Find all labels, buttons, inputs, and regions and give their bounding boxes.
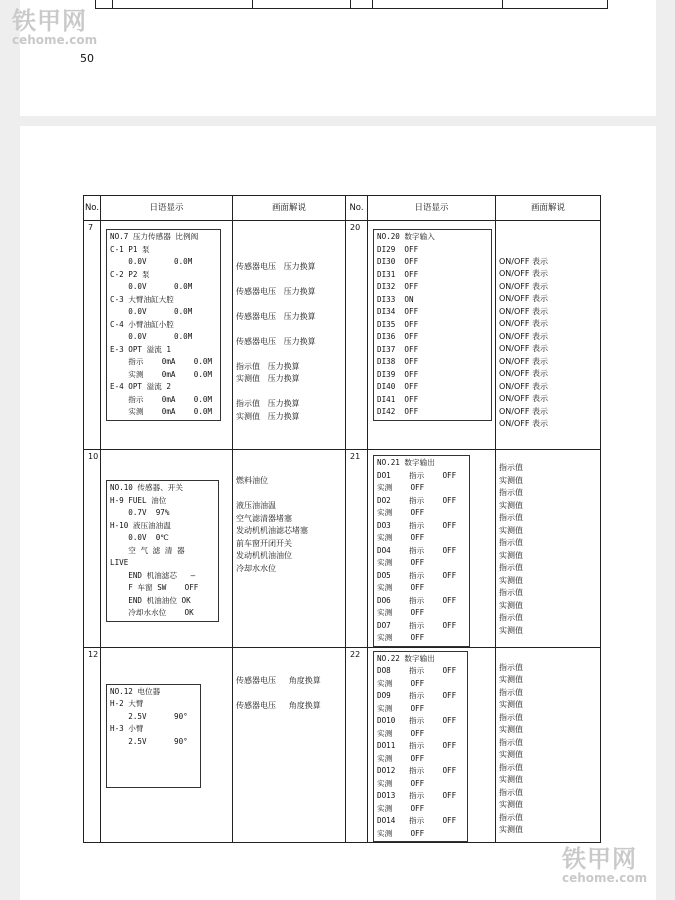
header-jp-display: 日语显示 — [101, 196, 233, 221]
table-row — [84, 450, 601, 648]
watermark-logo-bottom: 铁甲网 cehome.com — [562, 845, 648, 885]
screen-box: NO.12 电位器 H-2 大臂 2.5V 90° H-3 小臂 2.5V 90° — [106, 684, 201, 788]
previous-page — [20, 0, 656, 116]
screen-description: 指示值 实测值 指示值 实测值 指示值 实测值 指示值 实测值 指示值 实测值 指示值 实测值 指示值 实测值 — [496, 647, 601, 843]
header-no: No. — [84, 196, 101, 221]
screen-box: NO.20 数字输入 DI29 OFF DI30 OFF DI31 OFF DI32 OFF DI33 ON DI34 OFF DI35 OFF DI36 OFF DI37 OFF DI38 OFF DI39 OFF DI40 OFF DI41 OFF DI42 OFF — [373, 229, 492, 421]
header-jp-display-2: 日语显示 — [368, 196, 496, 221]
screen-description: 传感器电压 角度换算 传感器电压 角度换算 — [233, 647, 346, 843]
row-number: 7 — [84, 221, 101, 450]
watermark-logo-top: 铁甲网 cehome.com — [12, 7, 98, 47]
row-number: 10 — [84, 450, 101, 648]
screen-box: NO.7 压力传感器 比例阀 C-1 P1 泵 0.0V 0.0M C-2 P2 泵 0.0V 0.0M C-3 大臂油缸大腔 0.0V 0.0M C-4 小臂油缸小腔 0.0V 0.0M E-3 OPT 溢流 1 指示 0mA 0.0M 实测 0mA 0.0M E-4 OPT 溢流 2 指示 0mA 0.0M 实测 0mA 0.0M — [106, 229, 221, 421]
row-number: 12 — [84, 647, 101, 843]
screen-description: 燃料油位 液压油油温 空气滤清器堵塞 发动机机油滤芯堵塞 前车窗开闭开关 发动机机油油位 冷却水水位 — [233, 450, 346, 648]
previous-table-fragment — [95, 0, 608, 9]
screen-description: 传感器电压 压力换算 传感器电压 压力换算 传感器电压 压力换算 传感器电压 压力换算 指示值 压力换算 实测值 压力换算 指示值 压力换算 实测值 压力换算 — [233, 221, 346, 450]
screen-box: NO.22 数字输出 DO8 指示 OFF 实测 OFF DO9 指示 OFF 实测 OFF DO10 指示 OFF 实测 OFF DO11 指示 OFF 实测 OFF DO12 指示 OFF 实测 OFF DO13 指示 OFF 实测 OFF DO14 指示 OFF 实测 OFF — [373, 651, 468, 843]
screen-description: 指示值 实测值 指示值 实测值 指示值 实测值 指示值 实测值 指示值 实测值 指示值 实测值 指示值 实测值 — [496, 450, 601, 648]
table-row — [84, 221, 601, 450]
screen-box: NO.21 数字输出 DO1 指示 OFF 实测 OFF DO2 指示 OFF 实测 OFF DO3 指示 OFF 实测 OFF DO4 指示 OFF 实测 OFF DO5 指示 OFF 实测 OFF DO6 指示 OFF 实测 OFF DO7 指示 OFF 实测 OFF — [373, 455, 470, 647]
header-no-2: No. — [346, 196, 368, 221]
screen-box: NO.10 传感器、开关 H-9 FUEL 油位 0.7V 97% H-10 液压油油温 0.0V 0℃ 空 气 滤 清 器 LIVE END 机油滤芯 — F 车窗 SW OFF END 机油油位 OK 冷却水水位 OK — [106, 480, 219, 622]
row-number: 22 — [346, 647, 368, 843]
screen-description: ON/OFF 表示 ON/OFF 表示 ON/OFF 表示 ON/OFF 表示 ON/OFF 表示 ON/OFF 表示 ON/OFF 表示 ON/OFF 表示 ON/OFF 表示 ON/OFF 表示 ON/OFF 表示 ON/OFF 表示 ON/OFF 表示 ON/OFF 表示 — [496, 221, 601, 450]
header-screen-desc: 画面解说 — [233, 196, 346, 221]
table-row — [84, 647, 601, 843]
row-number: 20 — [346, 221, 368, 450]
diagnostic-table — [83, 195, 601, 843]
header-screen-desc-2: 画面解说 — [496, 196, 601, 221]
page-number: 50 — [80, 52, 94, 65]
header-row — [84, 196, 601, 221]
row-number: 21 — [346, 450, 368, 648]
